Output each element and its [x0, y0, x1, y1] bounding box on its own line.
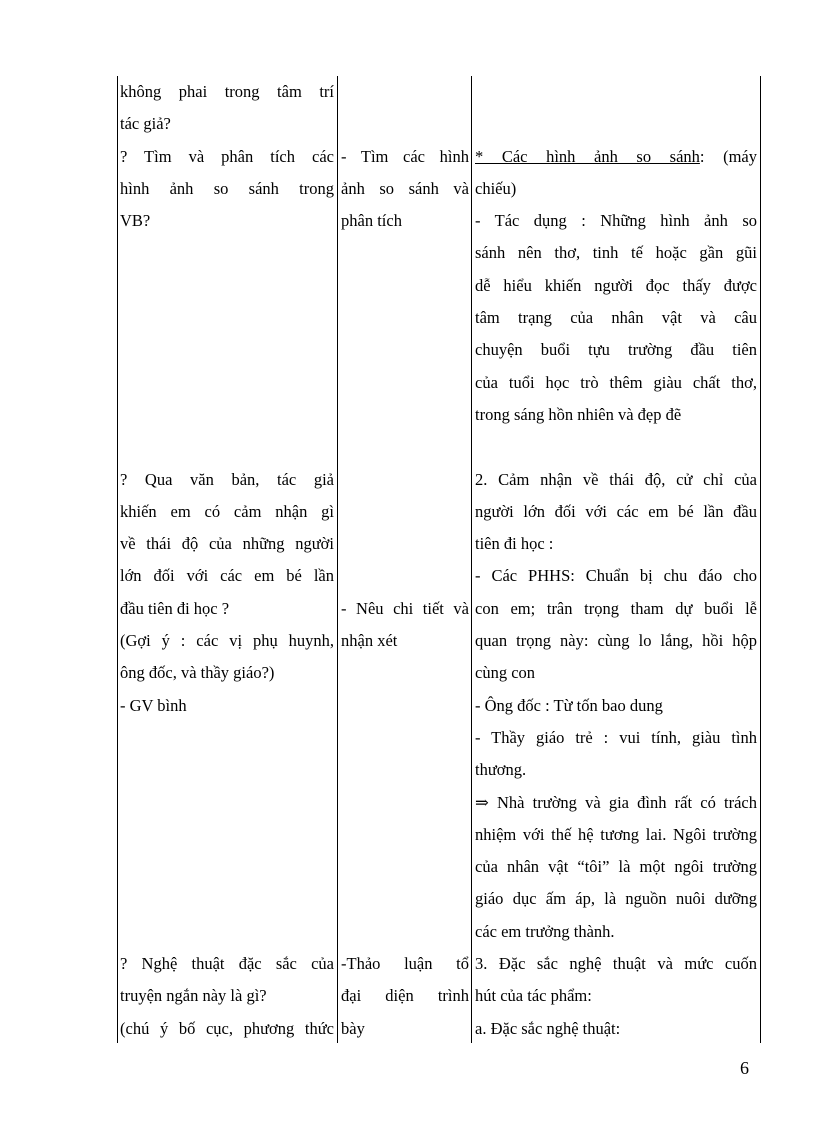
text-line: của tuổi học trò thêm giàu chất thơ, — [475, 372, 757, 392]
text-line: - Ông đốc : Từ tốn bao dung — [475, 695, 663, 715]
text-line: ? Tìm và phân tích các — [120, 146, 334, 166]
text-line: dễ hiểu khiến người đọc thấy được — [475, 275, 757, 295]
text-line: VB? — [120, 211, 151, 231]
text-line: ⇒ Nhà trường và gia đình rất có trách — [475, 792, 757, 812]
text-line: đại diện trình — [341, 986, 469, 1006]
page-number: 6 — [740, 1058, 749, 1078]
text-line: không phai trong tâm trí — [120, 82, 334, 101]
text-line: tác giả? — [120, 114, 171, 134]
text-line: nhiệm với thế hệ tương lai. Ngôi trường — [475, 824, 757, 844]
text-line: giáo dục ấm áp, là nguồn nuôi dưỡng — [475, 889, 757, 909]
text-line: bày — [341, 1018, 365, 1038]
text-line: phân tích — [341, 211, 402, 231]
text-line: - Nêu chi tiết và — [341, 598, 469, 618]
text-line: chuyện buổi tựu trường đầu tiên — [475, 340, 757, 360]
text-line: sánh nên thơ, tinh tế hoặc gần gũi — [475, 243, 757, 263]
text-line: tâm trạng của nhân vật và câu — [475, 308, 757, 328]
text-line: truyện ngắn này là gì? — [120, 986, 267, 1006]
text-line: ông đốc, và thầy giáo?) — [120, 663, 275, 683]
text-line: khiến em có cảm nhận gì — [120, 501, 334, 521]
text-line: người lớn đối với các em bé lần đầu — [475, 501, 757, 521]
text-line: - Tác dụng : Những hình ảnh so — [475, 211, 757, 231]
text-line: -Thảo luận tổ — [341, 954, 469, 974]
text-line: quan trọng này: cùng lo lắng, hồi hộp — [475, 631, 757, 651]
text-line: trong sáng hồn nhiên và đẹp đẽ — [475, 404, 682, 424]
text-line: thương. — [475, 760, 527, 780]
text-line: nhận xét — [341, 631, 398, 651]
section-heading: * Các hình ảnh so sánh — [475, 146, 700, 166]
text-line: a. Đặc sắc nghệ thuật: — [475, 1018, 621, 1038]
table-border-col2 — [471, 76, 472, 1043]
text-line: của nhân vật “tôi” là một ngôi trường — [475, 857, 757, 877]
text-line: 3. Đặc sắc nghệ thuật và mức cuốn — [475, 954, 757, 974]
text-line: chiếu) — [475, 178, 517, 198]
text-line: hút của tác phẩm: — [475, 986, 592, 1006]
teacher-activity-column — [120, 76, 334, 1045]
table-border-left — [117, 76, 118, 1043]
text-line: ảnh so sánh và — [341, 178, 469, 198]
table-border-col1 — [337, 76, 338, 1043]
text-line: lớn đối với các em bé lần — [120, 566, 334, 586]
text-line: đầu tiên đi học ? — [120, 598, 230, 618]
text-line: ? Nghệ thuật đặc sắc của — [120, 954, 334, 974]
text-line: (Gợi ý : các vị phụ huynh, — [120, 631, 334, 651]
student-activity-column — [341, 76, 469, 1045]
text-line: (chú ý bố cục, phương thức — [120, 1018, 334, 1038]
text-line: - GV bình — [120, 695, 187, 715]
text-line: - Các PHHS: Chuẩn bị chu đáo cho — [475, 566, 757, 586]
text-line: con em; trân trọng tham dự buổi lễ — [475, 598, 757, 618]
table-border-right — [760, 76, 761, 1043]
content-column — [475, 76, 757, 1045]
text-line: về thái độ của những người — [120, 534, 334, 554]
text-line: * Các hình ảnh so sánh: (máy — [475, 146, 757, 166]
text-line: tiên đi học : — [475, 534, 554, 554]
text-line: ? Qua văn bản, tác giả — [120, 469, 334, 489]
text-line: các em trưởng thành. — [475, 921, 615, 941]
text-line: 2. Cảm nhận về thái độ, cử chỉ của — [475, 469, 757, 489]
text-line: cùng con — [475, 663, 536, 683]
text-line: - Tìm các hình — [341, 146, 469, 166]
implies-arrow-icon: ⇒ — [475, 792, 489, 812]
text-line: hình ảnh so sánh trong — [120, 178, 334, 198]
text-line: - Thầy giáo trẻ : vui tính, giàu tình — [475, 727, 757, 747]
